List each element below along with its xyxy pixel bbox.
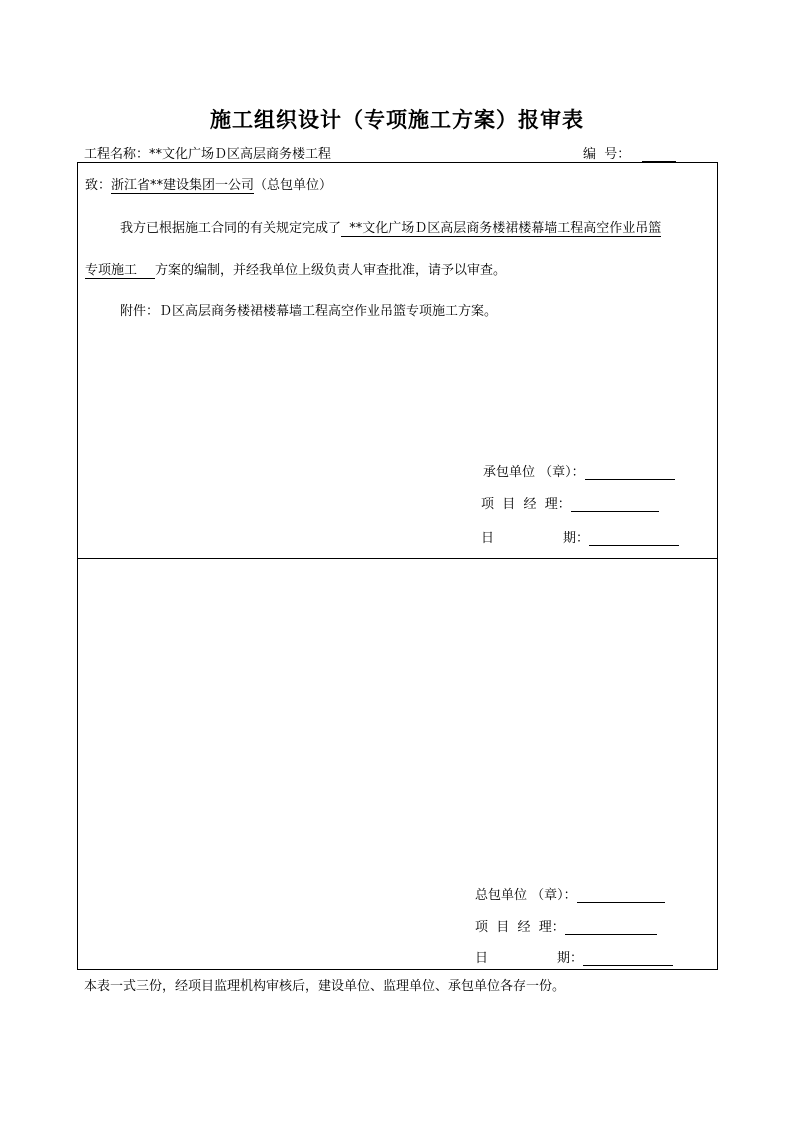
general-unit-field[interactable] bbox=[577, 888, 665, 903]
project-name-value: **文化广场Ｄ区高层商务楼工程 bbox=[149, 147, 332, 162]
addressee-role: （总包单位） bbox=[254, 178, 333, 193]
body-line-2 bbox=[85, 259, 506, 279]
general-date-label: 日 bbox=[475, 951, 489, 966]
contractor-date-label: 日 bbox=[481, 531, 495, 546]
form-title: 施工组织设计（专项施工方案）报审表 bbox=[210, 107, 584, 132]
general-date-label-2: 期： bbox=[557, 951, 584, 966]
general-date-row bbox=[475, 947, 673, 966]
contractor-date-field[interactable] bbox=[589, 531, 679, 546]
footer-note: 本表一式三份，经项目监理机构审核后，建设单位、监理单位、承包单位各存一份。 bbox=[84, 979, 566, 994]
contractor-date-row bbox=[481, 527, 679, 546]
attachment-line: 附件：Ｄ区高层商务楼裙楼幕墙工程高空作业吊篮专项施工方案。 bbox=[120, 304, 498, 319]
body-underline-padding bbox=[137, 264, 155, 279]
body-project-underlined-2: 专项施工 bbox=[85, 263, 138, 278]
review-form-table bbox=[77, 162, 718, 970]
general-unit-row bbox=[475, 884, 665, 903]
form-number-row bbox=[583, 143, 676, 162]
project-name-row bbox=[84, 143, 331, 162]
addressee-recipient: 浙江省**建设集团一公司 bbox=[111, 178, 255, 193]
section-divider bbox=[78, 558, 717, 559]
contractor-unit-field[interactable] bbox=[585, 465, 675, 480]
contractor-unit-label: 承包单位 （章）： bbox=[483, 465, 585, 480]
form-number-label: 编 号： bbox=[583, 147, 631, 162]
body-line-1 bbox=[120, 217, 661, 236]
general-manager-field[interactable] bbox=[565, 920, 657, 935]
contractor-date-label-2: 期： bbox=[563, 531, 590, 546]
contractor-unit-row bbox=[483, 461, 675, 480]
general-manager-row bbox=[475, 916, 657, 935]
contractor-manager-label: 项 目 经 理： bbox=[481, 497, 571, 512]
body-project-underlined-1: **文化广场Ｄ区高层商务楼裙楼幕墙工程高空作业吊篮 bbox=[341, 221, 662, 236]
contractor-manager-row bbox=[481, 493, 659, 512]
contractor-manager-field[interactable] bbox=[571, 497, 659, 512]
body-text-after: 方案的编制，并经我单位上级负责人审查批准，请予以审查。 bbox=[155, 263, 507, 278]
addressee-line bbox=[85, 174, 332, 193]
general-date-field[interactable] bbox=[583, 951, 673, 966]
project-name-label: 工程名称： bbox=[84, 147, 150, 162]
form-number-field[interactable] bbox=[642, 147, 676, 162]
general-unit-label: 总包单位 （章）： bbox=[475, 888, 577, 903]
addressee-prefix: 致： bbox=[85, 178, 112, 193]
general-manager-label: 项 目 经 理： bbox=[475, 920, 565, 935]
body-text-before: 我方已根据施工合同的有关规定完成了 bbox=[120, 221, 342, 236]
